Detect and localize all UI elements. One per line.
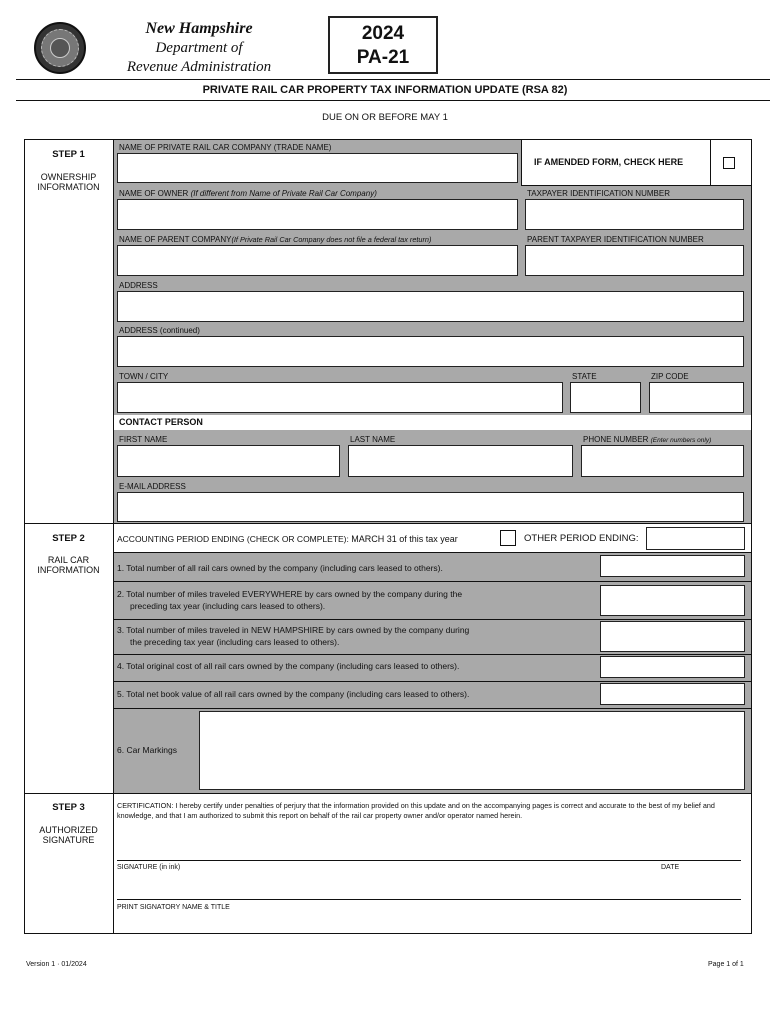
line-5-label: 5. Total net book value of all rail cars owned by the company (including cars leased to others).: [117, 689, 470, 699]
form-id-box: [328, 16, 438, 74]
form-year: 2024: [361, 23, 405, 44]
version-label: Version 1 · 01/2024: [26, 961, 87, 968]
signature-line[interactable]: [117, 860, 741, 861]
step1-heading: STEP 1: [52, 149, 85, 160]
parent-label: NAME OF PARENT COMPANY(If Private Rail Car Company does not file a federal tax return): [119, 235, 432, 244]
step2-column: [24, 523, 114, 793]
step1-column: [24, 139, 114, 523]
address-label: ADDRESS: [119, 281, 158, 290]
zip-label: ZIP CODE: [651, 372, 689, 381]
header-dept-line2: Revenue Administration: [126, 59, 272, 75]
line-2-rule: [114, 619, 751, 620]
print-name-label: PRINT SIGNATORY NAME & TITLE: [117, 904, 230, 911]
amended-divider: [710, 140, 711, 186]
email-label: E-MAIL ADDRESS: [119, 482, 186, 491]
state-seal-center: [50, 38, 70, 58]
address2-field[interactable]: [117, 336, 744, 367]
certification-text: CERTIFICATION: I hereby certify under penalties of perjury that the information provided on this update and on the accompanying pages is correct and accurate to the best of my belief and knowledge, and that I am authorized to submit this report on behalf of the rail car property owner and/or operator named herein.: [117, 801, 715, 820]
step1-name-line2: INFORMATION: [37, 182, 100, 192]
step1-step2-rule: [24, 523, 752, 524]
step2-name-line1: RAIL CAR: [47, 555, 90, 565]
line-1-label: 1. Total number of all rail cars owned by the company (including cars leased to others).: [117, 563, 443, 573]
contact-heading-bar: [114, 415, 751, 430]
contact-heading: CONTACT PERSON: [119, 417, 203, 427]
step3-heading: STEP 3: [52, 802, 85, 813]
company-label: NAME OF PRIVATE RAIL CAR COMPANY (TRADE NAME): [119, 143, 332, 152]
header-rule: [16, 79, 770, 80]
owner-name-field[interactable]: [117, 199, 518, 230]
page-number: Page 1 of 1: [708, 961, 744, 968]
line-2-field[interactable]: [600, 585, 745, 616]
other-period-label: OTHER PERIOD ENDING:: [524, 533, 639, 544]
print-name-line[interactable]: [117, 899, 741, 900]
line-3-label-cont: the preceding tax year (including cars leased to others).: [130, 637, 340, 647]
email-field[interactable]: [117, 492, 744, 522]
line-4-field[interactable]: [600, 656, 745, 678]
step2-name-line2: INFORMATION: [37, 565, 100, 575]
line-1-field[interactable]: [600, 555, 745, 577]
address-field[interactable]: [117, 291, 744, 322]
last-name-label: LAST NAME: [350, 435, 396, 444]
period-label: ACCOUNTING PERIOD ENDING (CHECK OR COMPLETE):: [117, 534, 349, 544]
line-4-label: 4. Total original cost of all rail cars owned by the company (including cars leased to others).: [117, 661, 460, 671]
step2-heading: STEP 2: [52, 533, 85, 544]
town-field[interactable]: [117, 382, 563, 413]
step3-name-line1: AUTHORIZED: [39, 825, 98, 835]
amended-label: IF AMENDED FORM, CHECK HERE: [534, 157, 684, 167]
line-3-field[interactable]: [600, 621, 745, 652]
line-4-rule: [114, 681, 751, 682]
last-name-field[interactable]: [348, 445, 573, 477]
line-2-label: 2. Total number of miles traveled EVERYWHERE by cars owned by the company during the: [117, 589, 463, 599]
parent-tin-field[interactable]: [525, 245, 744, 276]
header-dept-line1: Department of: [155, 40, 243, 56]
car-markings-field[interactable]: [199, 711, 745, 790]
line-3-label: 3. Total number of miles traveled in NEW HAMPSHIRE by cars owned by the company during: [117, 625, 470, 635]
company-name-field[interactable]: [117, 153, 518, 183]
phone-field[interactable]: [581, 445, 744, 477]
header-state: New Hampshire: [145, 20, 253, 37]
phone-label: PHONE NUMBER (Enter numbers only): [583, 435, 712, 444]
line-1-rule: [114, 581, 751, 582]
parent-company-field[interactable]: [117, 245, 518, 276]
state-field[interactable]: [570, 382, 641, 413]
date-label: DATE: [661, 864, 680, 871]
signature-label: SIGNATURE (in ink): [117, 864, 181, 871]
zip-field[interactable]: [649, 382, 744, 413]
line-6-label: 6. Car Markings: [117, 745, 177, 755]
title-rule: [16, 100, 770, 101]
first-name-field[interactable]: [117, 445, 340, 477]
step3-name-line2: SIGNATURE: [42, 835, 95, 845]
parent-tin-label: PARENT TAXPAYER IDENTIFICATION NUMBER: [527, 235, 704, 244]
tin-label: TAXPAYER IDENTIFICATION NUMBER: [527, 189, 670, 198]
march-checkbox[interactable]: [500, 530, 516, 546]
due-date: DUE ON OR BEFORE MAY 1: [322, 112, 448, 123]
step2-step3-rule: [24, 793, 752, 794]
step1-name-line1: OWNERSHIP: [40, 172, 97, 182]
town-label: TOWN / CITY: [119, 372, 169, 381]
address2-label: ADDRESS (continued): [119, 326, 200, 335]
amended-checkbox[interactable]: [723, 157, 735, 169]
line-5-field[interactable]: [600, 683, 745, 705]
march-label: MARCH 31 of this tax year: [351, 534, 458, 544]
lines-top-rule: [114, 552, 751, 553]
line-5-rule: [114, 708, 751, 709]
owner-label: NAME OF OWNER (If different from Name of Private Rail Car Company): [119, 189, 377, 198]
line-2-label-cont: preceding tax year (including cars leased to others).: [130, 601, 326, 611]
form-title: PRIVATE RAIL CAR PROPERTY TAX INFORMATION UPDATE (RSA 82): [202, 84, 568, 96]
form-code: PA-21: [356, 47, 410, 68]
step3-column: [24, 793, 114, 934]
line-3-rule: [114, 654, 751, 655]
period-row: [117, 534, 458, 544]
tin-field[interactable]: [525, 199, 744, 230]
other-period-field[interactable]: [646, 527, 745, 550]
state-label: STATE: [572, 372, 597, 381]
first-name-label: FIRST NAME: [119, 435, 168, 444]
